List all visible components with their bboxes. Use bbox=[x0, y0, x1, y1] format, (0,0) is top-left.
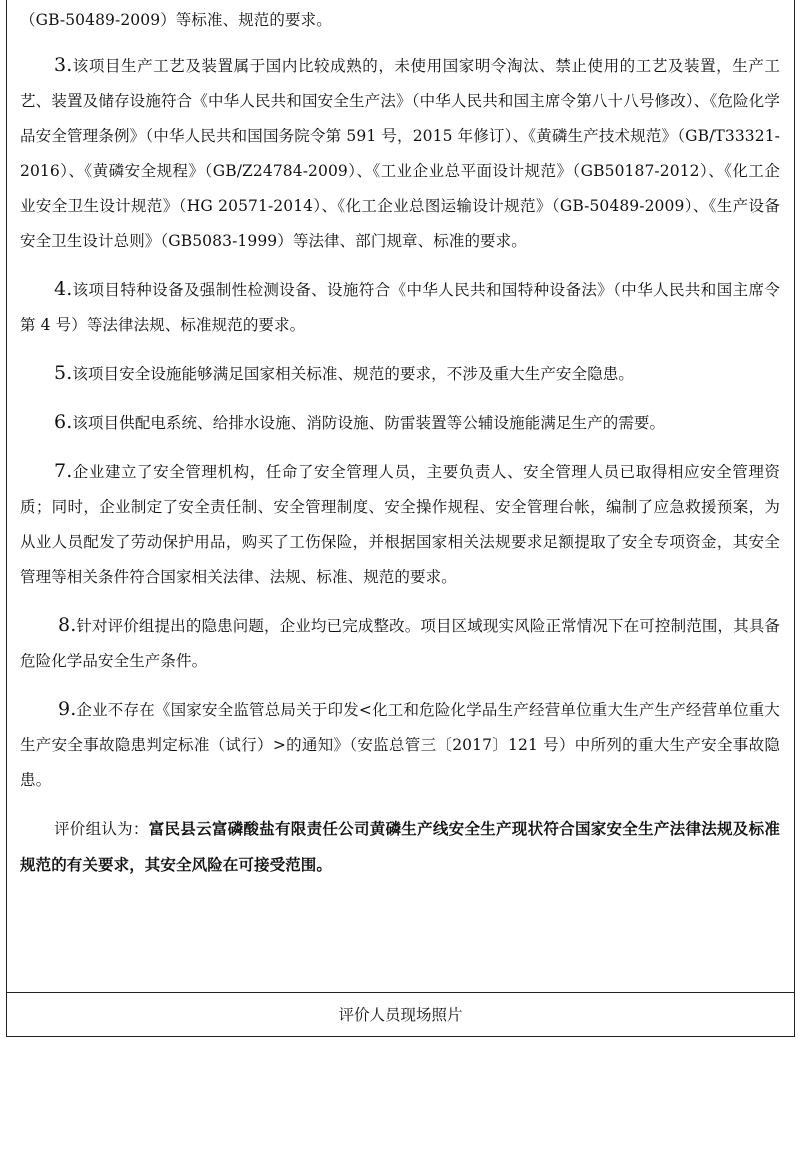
item-number: 3. bbox=[54, 54, 73, 76]
item-number: 9. bbox=[58, 698, 77, 720]
item-text: 企业建立了安全管理机构，任命了安全管理人员，主要负责人、安全管理人员已取得相应安全管理资质；同时，企业制定了安全责任制、安全管理制度、安全操作规程、安全管理台帐，编制了应急救援预案，为从业人员配发了劳动保护用品，购买了工伤保险，并根据国家相关法规要求足额提取了安全专项资金，其安全管理等相关条件符合国家相关法律、法规、标准、规范的要求。 bbox=[20, 463, 780, 586]
item-7 bbox=[20, 454, 780, 595]
item-text: 该项目特种设备及强制性检测设备、设施符合《中华人民共和国特种设备法》（中华人民共和国主席令第 4 号）等法律法规、标准规范的要求。 bbox=[20, 281, 780, 334]
item-text: 企业不存在《国家安全监管总局关于印发<化工和危险化学品生产经营单位重大生产生产经营单位重大生产安全事故隐患判定标准（试行）>的通知》（安监总管三〔2017〕121 号）中所列的重大生产安全事故隐患。 bbox=[20, 701, 780, 789]
item-text: 该项目安全设施能够满足国家相关标准、规范的要求，不涉及重大生产安全隐患。 bbox=[72, 365, 634, 383]
conclusion-paragraph bbox=[20, 811, 780, 883]
item-5 bbox=[20, 356, 780, 392]
item-number: 4. bbox=[54, 278, 73, 300]
item-8 bbox=[20, 608, 780, 679]
item-6 bbox=[20, 405, 780, 441]
photo-caption: 评价人员现场照片 bbox=[338, 1006, 463, 1024]
document-body bbox=[20, 3, 780, 896]
item-3 bbox=[20, 48, 780, 259]
item-number: 8. bbox=[58, 614, 77, 636]
lead-line: （GB-50489-2009）等标准、规范的要求。 bbox=[20, 11, 332, 29]
item-9 bbox=[20, 692, 780, 798]
conclusion-cell bbox=[7, 0, 794, 993]
item-number: 6. bbox=[54, 411, 73, 433]
item-text: 针对评价组提出的隐患问题，企业均已完成整改。项目区域现实风险正常情况下在可控制范围，其具备危险化学品安全生产条件。 bbox=[20, 617, 780, 670]
item-4 bbox=[20, 272, 780, 343]
conclusion-text: 富民县云富磷酸盐有限责任公司黄磷生产线安全生产现状符合国家安全生产法律法规及标准规范的有关要求，其安全风险在可接受范围。 bbox=[20, 819, 780, 874]
item-number: 5. bbox=[54, 362, 73, 384]
item-text: 该项目供配电系统、给排水设施、消防设施、防雷装置等公辅设施能满足生产的需要。 bbox=[72, 414, 666, 432]
conclusion-lead: 评价组认为： bbox=[54, 820, 149, 838]
item-number: 7. bbox=[54, 460, 73, 482]
document-table bbox=[6, 0, 795, 1037]
item-text: 该项目生产工艺及装置属于国内比较成熟的，未使用国家明令淘汰、禁止使用的工艺及装置，生产工艺、装置及储存设施符合《中华人民共和国安全生产法》（中华人民共和国主席令第八十八号修改）、《危险化学品安全管理条例》（中华人民共和国国务院令第 591 号，2015 年修订）、《黄磷生产技术规范》（GB/T33321-2016）、《黄磷安全规程》（GB/Z24784-2009）、《工业企业总平面设计规范》（GB50187-2012）、《化工企业安全卫生设计规范》（HG 20571-2014）、《化工企业总图运输设计规范》（GB-50489-2009）、《生产设备安全卫生设计总则》（GB5083-1999）等法律、部门规章、标准的要求。 bbox=[20, 57, 780, 250]
